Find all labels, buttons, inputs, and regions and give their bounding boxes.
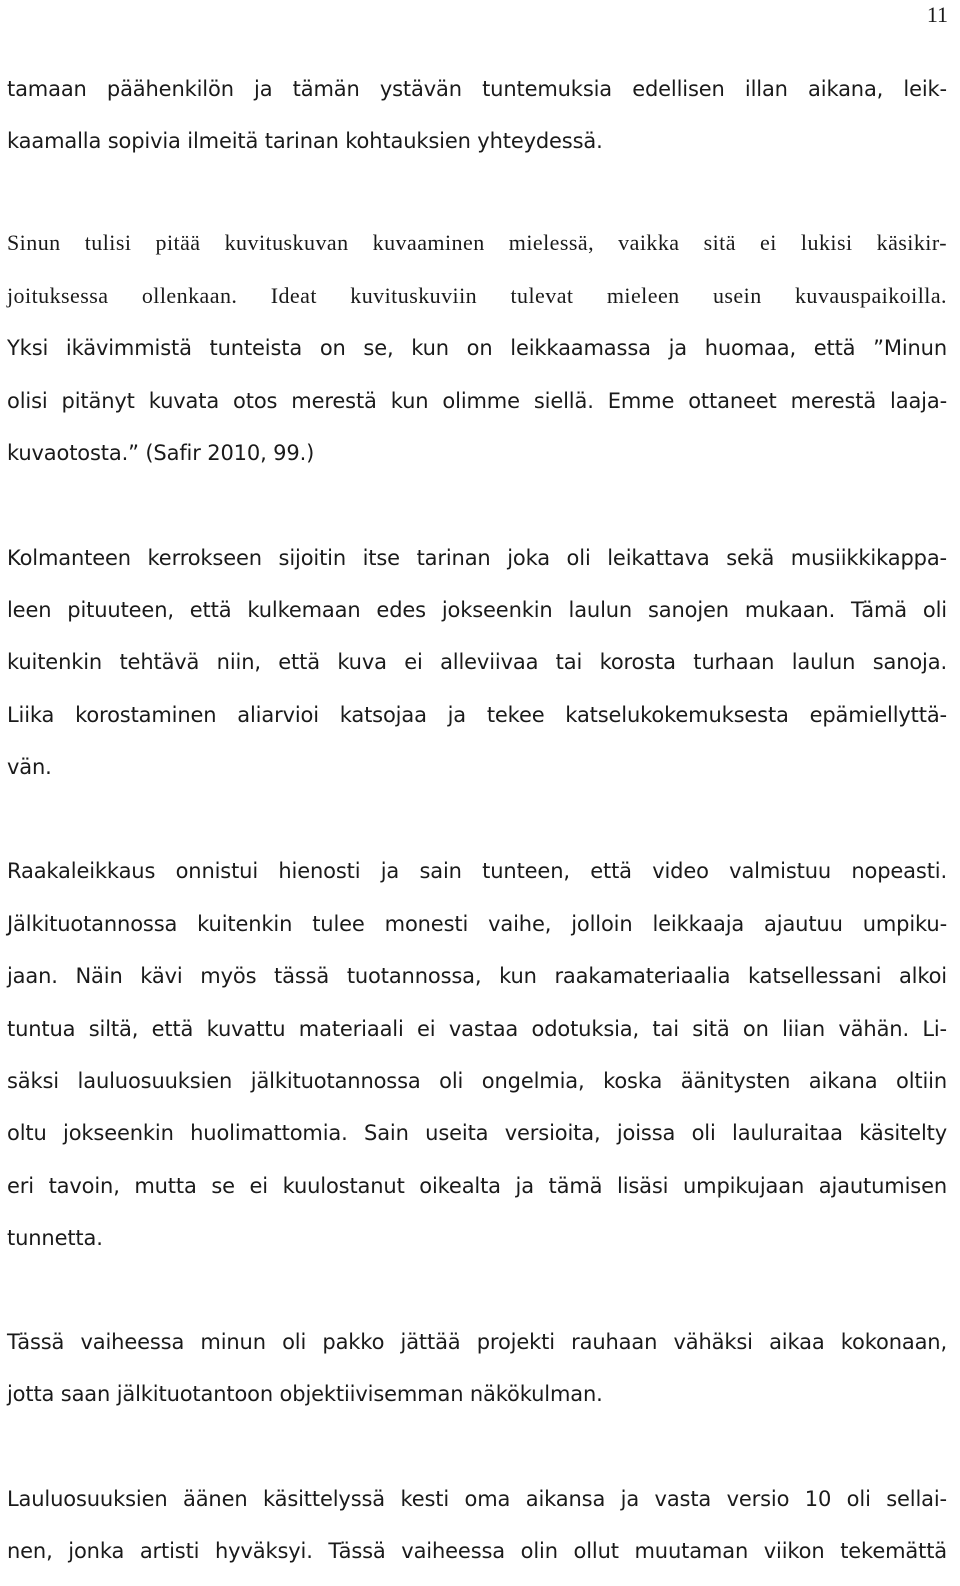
- text-line: tunnetta.: [7, 1226, 103, 1250]
- text-line: kuitenkin tehtävä niin, että kuva ei alleviivaa tai korosta turhaan laulun sanoja.: [7, 650, 947, 674]
- text-line: vän.: [7, 755, 52, 779]
- text-line: Jälkituotannossa kuitenkin tulee monesti vaihe, jolloin leikkaaja ajautuu umpiku-: [7, 912, 947, 936]
- text-line: joituksessa ollenkaan. Ideat kuvituskuviin tulevat mieleen usein kuvauspaikoilla.: [7, 283, 947, 308]
- text-line: oltu jokseenkin huolimattomia. Sain useita versioita, joissa oli lauluraitaa käsitelty: [7, 1121, 947, 1145]
- text-line: Kolmanteen kerrokseen sijoitin itse tarinan joka oli leikattava sekä musiikkikappa-: [7, 546, 947, 570]
- text-line: säksi lauluosuuksien jälkituotannossa oli ongelmia, koska äänitysten aikana oltiin: [7, 1069, 947, 1093]
- text-line: tuntua siltä, että kuvattu materiaali ei vastaa odotuksia, tai sitä on liian vähän. Li-: [7, 1017, 947, 1041]
- text-line: jaan. Näin kävi myös tässä tuotannossa, kun raakamateriaalia katsellessani alkoi: [7, 964, 947, 988]
- text-line: Sinun tulisi pitää kuvituskuvan kuvaaminen mielessä, vaikka sitä ei lukisi käsikir-: [7, 230, 947, 255]
- text-line: olisi pitänyt kuvata otos merestä kun olimme siellä. Emme ottaneet merestä laaja-: [7, 389, 947, 413]
- text-line: leen pituuteen, että kulkemaan edes jokseenkin laulun sanojen mukaan. Tämä oli: [7, 598, 947, 622]
- text-line: Lauluosuuksien äänen käsittelyssä kesti oma aikansa ja vasta versio 10 oli sellai-: [7, 1487, 947, 1511]
- text-line: nen, jonka artisti hyväksyi. Tässä vaiheessa olin ollut muutaman viikon tekemättä: [7, 1539, 947, 1563]
- text-line: jotta saan jälkituotantoon objektiivisemman näkökulman.: [7, 1382, 603, 1406]
- text-line: Tässä vaiheessa minun oli pakko jättää projekti rauhaan vähäksi aikaa kokonaan,: [7, 1330, 947, 1354]
- text-line: tamaan päähenkilön ja tämän ystävän tuntemuksia edellisen illan aikana, leik-: [7, 77, 947, 101]
- text-line: Liika korostaminen aliarvioi katsojaa ja tekee katselukokemuksesta epämiellyttä-: [7, 703, 947, 727]
- text-line: kaamalla sopivia ilmeitä tarinan kohtauksien yhteydessä.: [7, 129, 603, 153]
- text-line: Yksi ikävimmistä tunteista on se, kun on leikkaamassa ja huomaa, että ”Minun: [7, 336, 947, 360]
- text-line: kuvaotosta.” (Safir 2010, 99.): [7, 441, 315, 465]
- page-number: 11: [926, 2, 948, 27]
- text-line: eri tavoin, mutta se ei kuulostanut oikealta ja tämä lisäsi umpikujaan ajautumisen: [7, 1174, 947, 1198]
- text-line: Raakaleikkaus onnistui hienosti ja sain tunteen, että video valmistuu nopeasti.: [7, 859, 947, 883]
